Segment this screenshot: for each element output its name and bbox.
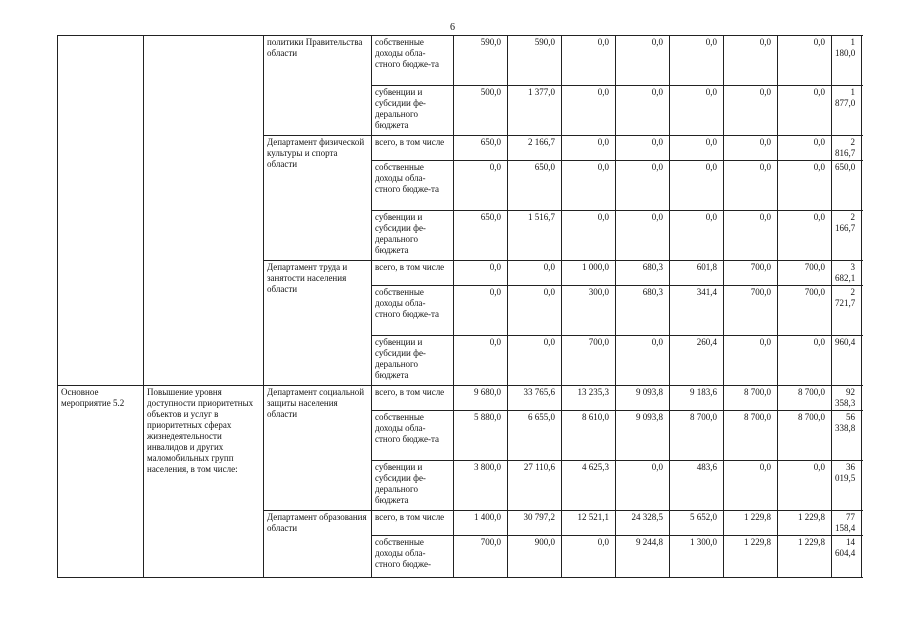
table-row (58, 36, 862, 86)
funding-source-cell: всего, в том числе (372, 386, 454, 411)
year-value-cell: 6 655,0 (508, 411, 562, 461)
total-value-cell: 2 721,7 (832, 286, 862, 336)
year-value-cell: 0,0 (562, 86, 616, 136)
year-value-cell: 1 000,0 (562, 261, 616, 286)
year-value-cell: 0,0 (670, 161, 724, 211)
executor-cell: Департамент социальной защиты населения области (264, 386, 372, 511)
year-value-cell: 500,0 (454, 86, 508, 136)
total-value-cell: 56 338,8 (832, 411, 862, 461)
year-value-cell: 700,0 (778, 261, 832, 286)
total-value-cell: 92 358,3 (832, 386, 862, 411)
year-value-cell: 3 800,0 (454, 461, 508, 511)
total-value-cell: 77 158,4 (832, 511, 862, 536)
year-value-cell: 0,0 (454, 261, 508, 286)
executor-cell: Департамент труда и занятости населения области (264, 261, 372, 386)
year-value-cell: 601,8 (670, 261, 724, 286)
funding-source-cell: всего, в том числе (372, 261, 454, 286)
year-value-cell: 0,0 (508, 336, 562, 386)
total-value-cell: 1 877,0 (832, 86, 862, 136)
year-value-cell: 700,0 (724, 261, 778, 286)
executor-cell: политики Правительства области (264, 36, 372, 136)
year-value-cell: 900,0 (508, 536, 562, 578)
year-value-cell: 12 521,1 (562, 511, 616, 536)
year-value-cell: 1 229,8 (724, 536, 778, 578)
total-value-cell: 3 682,1 (832, 261, 862, 286)
total-value-cell: 1 180,0 (832, 36, 862, 86)
funding-source-cell: всего, в том числе (372, 511, 454, 536)
year-value-cell: 0,0 (616, 336, 670, 386)
year-value-cell: 0,0 (562, 136, 616, 161)
year-value-cell: 0,0 (508, 261, 562, 286)
year-value-cell: 0,0 (670, 86, 724, 136)
year-value-cell: 0,0 (562, 161, 616, 211)
executor-cell: Департамент образования области (264, 511, 372, 578)
year-value-cell: 0,0 (562, 536, 616, 578)
year-value-cell: 650,0 (454, 136, 508, 161)
total-value-cell: 14 604,4 (832, 536, 862, 578)
year-value-cell: 5 880,0 (454, 411, 508, 461)
year-value-cell: 0,0 (508, 286, 562, 336)
budget-table (57, 35, 862, 578)
description-cell (144, 36, 264, 386)
year-value-cell: 8 700,0 (778, 386, 832, 411)
funding-source-cell: субвенции и субсидии фе-дерального бюджета (372, 211, 454, 261)
year-value-cell: 0,0 (724, 336, 778, 386)
year-value-cell: 680,3 (616, 286, 670, 336)
year-value-cell: 0,0 (724, 36, 778, 86)
year-value-cell: 0,0 (778, 461, 832, 511)
year-value-cell: 5 652,0 (670, 511, 724, 536)
year-value-cell: 1 377,0 (508, 86, 562, 136)
year-value-cell: 1 300,0 (670, 536, 724, 578)
year-value-cell: 300,0 (562, 286, 616, 336)
year-value-cell: 700,0 (454, 536, 508, 578)
year-value-cell: 0,0 (454, 336, 508, 386)
year-value-cell: 0,0 (616, 86, 670, 136)
year-value-cell: 0,0 (778, 211, 832, 261)
year-value-cell: 2 166,7 (508, 136, 562, 161)
measure-cell (58, 36, 144, 386)
year-value-cell: 0,0 (616, 461, 670, 511)
funding-source-cell: собственные доходы обла-стного бюдже-та (372, 161, 454, 211)
description-cell: Повышение уровня доступности приоритетных объектов и услуг в приоритетных сферах жизнедеятельности инвалидов и других маломобильных групп населения, в том числе: (144, 386, 264, 578)
year-value-cell: 650,0 (508, 161, 562, 211)
year-value-cell: 33 765,6 (508, 386, 562, 411)
year-value-cell: 0,0 (562, 211, 616, 261)
page-number: 6 (450, 22, 455, 33)
year-value-cell: 0,0 (724, 161, 778, 211)
year-value-cell: 8 700,0 (670, 411, 724, 461)
year-value-cell: 0,0 (562, 36, 616, 86)
year-value-cell: 30 797,2 (508, 511, 562, 536)
year-value-cell: 0,0 (454, 161, 508, 211)
year-value-cell: 0,0 (616, 161, 670, 211)
year-value-cell: 650,0 (454, 211, 508, 261)
year-value-cell: 9 093,8 (616, 411, 670, 461)
year-value-cell: 0,0 (724, 86, 778, 136)
year-value-cell: 0,0 (724, 136, 778, 161)
total-value-cell: 36 019,5 (832, 461, 862, 511)
year-value-cell: 9 680,0 (454, 386, 508, 411)
year-value-cell: 8 700,0 (724, 411, 778, 461)
year-value-cell: 0,0 (670, 211, 724, 261)
year-value-cell: 1 229,8 (778, 536, 832, 578)
year-value-cell: 0,0 (670, 36, 724, 86)
total-value-cell: 2 166,7 (832, 211, 862, 261)
year-value-cell: 0,0 (778, 86, 832, 136)
year-value-cell: 680,3 (616, 261, 670, 286)
year-value-cell: 13 235,3 (562, 386, 616, 411)
year-value-cell: 9 093,8 (616, 386, 670, 411)
executor-cell: Департамент физической культуры и спорта области (264, 136, 372, 261)
year-value-cell: 700,0 (778, 286, 832, 336)
measure-cell: Основное мероприятие 5.2 (58, 386, 144, 578)
year-value-cell: 24 328,5 (616, 511, 670, 536)
total-value-cell: 2 816,7 (832, 136, 862, 161)
funding-source-cell: всего, в том числе (372, 136, 454, 161)
year-value-cell: 0,0 (616, 36, 670, 86)
year-value-cell: 700,0 (562, 336, 616, 386)
year-value-cell: 483,6 (670, 461, 724, 511)
year-value-cell: 0,0 (778, 336, 832, 386)
funding-source-cell: собственные доходы обла-стного бюдже- (372, 536, 454, 578)
year-value-cell: 0,0 (724, 461, 778, 511)
year-value-cell: 4 625,3 (562, 461, 616, 511)
year-value-cell: 0,0 (724, 211, 778, 261)
total-value-cell: 960,4 (832, 336, 862, 386)
year-value-cell: 8 610,0 (562, 411, 616, 461)
year-value-cell: 260,4 (670, 336, 724, 386)
year-value-cell: 9 244,8 (616, 536, 670, 578)
year-value-cell: 700,0 (724, 286, 778, 336)
funding-source-cell: субвенции и субсидии фе-дерального бюджета (372, 86, 454, 136)
year-value-cell: 0,0 (454, 286, 508, 336)
year-value-cell: 1 229,8 (778, 511, 832, 536)
year-value-cell: 1 400,0 (454, 511, 508, 536)
table-row (58, 386, 862, 411)
year-value-cell: 341,4 (670, 286, 724, 336)
year-value-cell: 8 700,0 (778, 411, 832, 461)
year-value-cell: 0,0 (778, 136, 832, 161)
year-value-cell: 27 110,6 (508, 461, 562, 511)
year-value-cell: 9 183,6 (670, 386, 724, 411)
year-value-cell: 8 700,0 (724, 386, 778, 411)
funding-source-cell: собственные доходы обла-стного бюдже-та (372, 36, 454, 86)
total-value-cell: 650,0 (832, 161, 862, 211)
funding-source-cell: субвенции и субсидии фе-дерального бюджета (372, 336, 454, 386)
year-value-cell: 0,0 (616, 211, 670, 261)
year-value-cell: 1 516,7 (508, 211, 562, 261)
funding-source-cell: собственные доходы обла-стного бюдже-та (372, 411, 454, 461)
year-value-cell: 590,0 (454, 36, 508, 86)
year-value-cell: 1 229,8 (724, 511, 778, 536)
year-value-cell: 0,0 (778, 161, 832, 211)
year-value-cell: 0,0 (778, 36, 832, 86)
funding-source-cell: субвенции и субсидии фе-дерального бюджета (372, 461, 454, 511)
funding-source-cell: собственные доходы обла-стного бюдже-та (372, 286, 454, 336)
year-value-cell: 0,0 (616, 136, 670, 161)
year-value-cell: 590,0 (508, 36, 562, 86)
year-value-cell: 0,0 (670, 136, 724, 161)
